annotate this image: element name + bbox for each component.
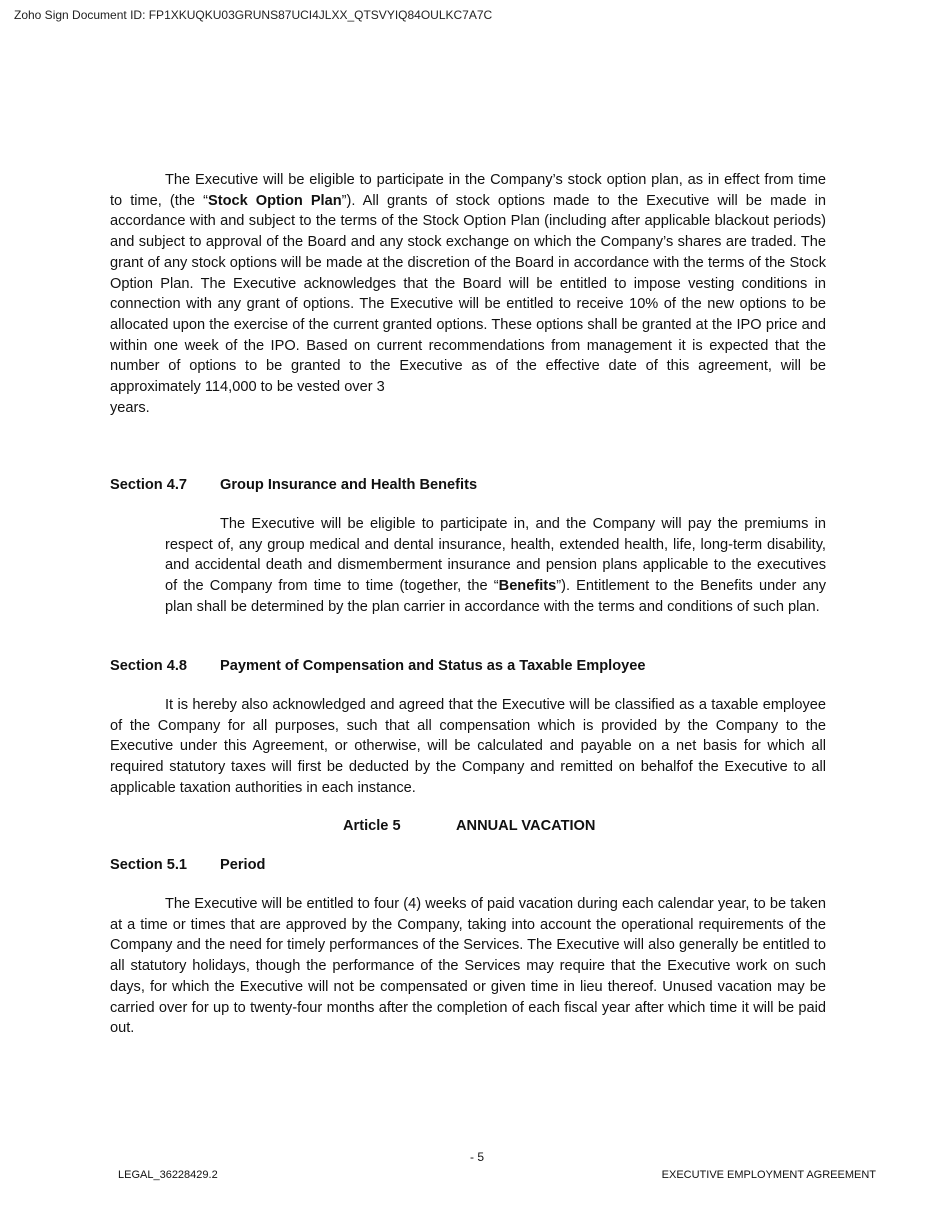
section-4-8-paragraph: It is hereby also acknowledged and agreed that the Executive will be classified as a taxable employee of the Company for all purposes, such that all compensation which is provided by the Company to the Executive under this Agreement, or otherwise, will be calculated and payable on a net basis for which all required statutory taxes will first be deducted by the Company and remitted on behalfof the Executive to all applicable taxation authorities in each instance. [110, 697, 826, 796]
section-title: Period [220, 857, 266, 873]
benefits-text-start: The Executive will be eligible to participate in, and the Company will pay the premiums in respect of, any group medical and dental insurance, health, extended health, life, long-term disability, and accidental death and dismemberment insurance and pension plans applicable to the executives of the Company from time to time (together, the “ [165, 516, 826, 595]
section-4-7-paragraph [165, 514, 826, 618]
article-number: Article 5 [343, 818, 401, 834]
article-title: ANNUAL VACATION [456, 818, 596, 834]
section-number: Section 4.8 [110, 658, 188, 674]
footer-doc-code: LEGAL_36228429.2 [118, 1169, 218, 1181]
section-4-8-heading [110, 658, 646, 674]
stock-option-text-start: The Executive will be eligible to participate in the Company’s stock option plan, as in effect from time to time, (the “ [110, 172, 826, 209]
section-title: Group Insurance and Health Benefits [220, 477, 478, 493]
stock-option-plan-term: Stock Option Plan [207, 192, 342, 209]
article-5-heading [343, 818, 595, 834]
benefits-term: Benefits [498, 578, 557, 595]
footer-doc-title: EXECUTIVE EMPLOYMENT AGREEMENT [661, 1169, 876, 1181]
section-4-7-heading [110, 477, 477, 493]
section-5-1-heading [110, 857, 265, 873]
zoho-document-id: Zoho Sign Document ID: FP1XKUQKU03GRUNS87UCI4JLXX_QTSVYIQ84OULKC7A7C [14, 8, 493, 22]
stock-option-text-end: ”). All grants of stock options made to the Executive will be made in accordance with and subject to the terms of the Stock Option Plan (including after applicable blackout periods) and subject to approval of the Board and any stock exchange on which the Company’s shares are traded. The grant of any stock options will be made at the discretion of the Board in accordance with the terms of the Stock Option Plan. The Executive acknowledges that the Board will be entitled to impose vesting conditions in connection with any grant of options. The Executive will be entitled to receive 10% of the new options to be allocated upon the exercise of the current granted options. These options shall be granted at the IPO price and within one week of the IPO. Based on current recommendations from management it is expected that the number of options to be granted to the Executive as of the effective date of this agreement, will be approximately 114,000 to be vested over 3 [110, 192, 826, 396]
section-5-1-paragraph: The Executive will be entitled to four (4) weeks of paid vacation during each calendar year, to be taken at a time or times that are approved by the Company, taking into account the operational requirements of the Company and the need for timely performances of the Services. The Executive will also generally be entitled to all statutory holidays, though the performance of the Services may require that the Executive work on such days, for which the Executive will not be compensated or given time in lieu thereof. Unused vacation may be carried over for up to twenty-four months after the completion of each fiscal year after which time it will be paid out. [110, 896, 826, 1037]
stock-option-paragraph [110, 170, 826, 398]
section-number: Section 4.7 [110, 477, 188, 493]
page-number: - 5 [470, 1150, 485, 1164]
section-number: Section 5.1 [110, 857, 188, 873]
section-title: Payment of Compensation and Status as a Taxable Employee [220, 658, 646, 674]
benefits-text-end: ”). Entitlement to the Benefits under any plan shall be determined by the plan carrier in accordance with the terms and conditions of such plan. [165, 578, 827, 615]
stock-option-paragraph-tail: years. [110, 400, 150, 416]
